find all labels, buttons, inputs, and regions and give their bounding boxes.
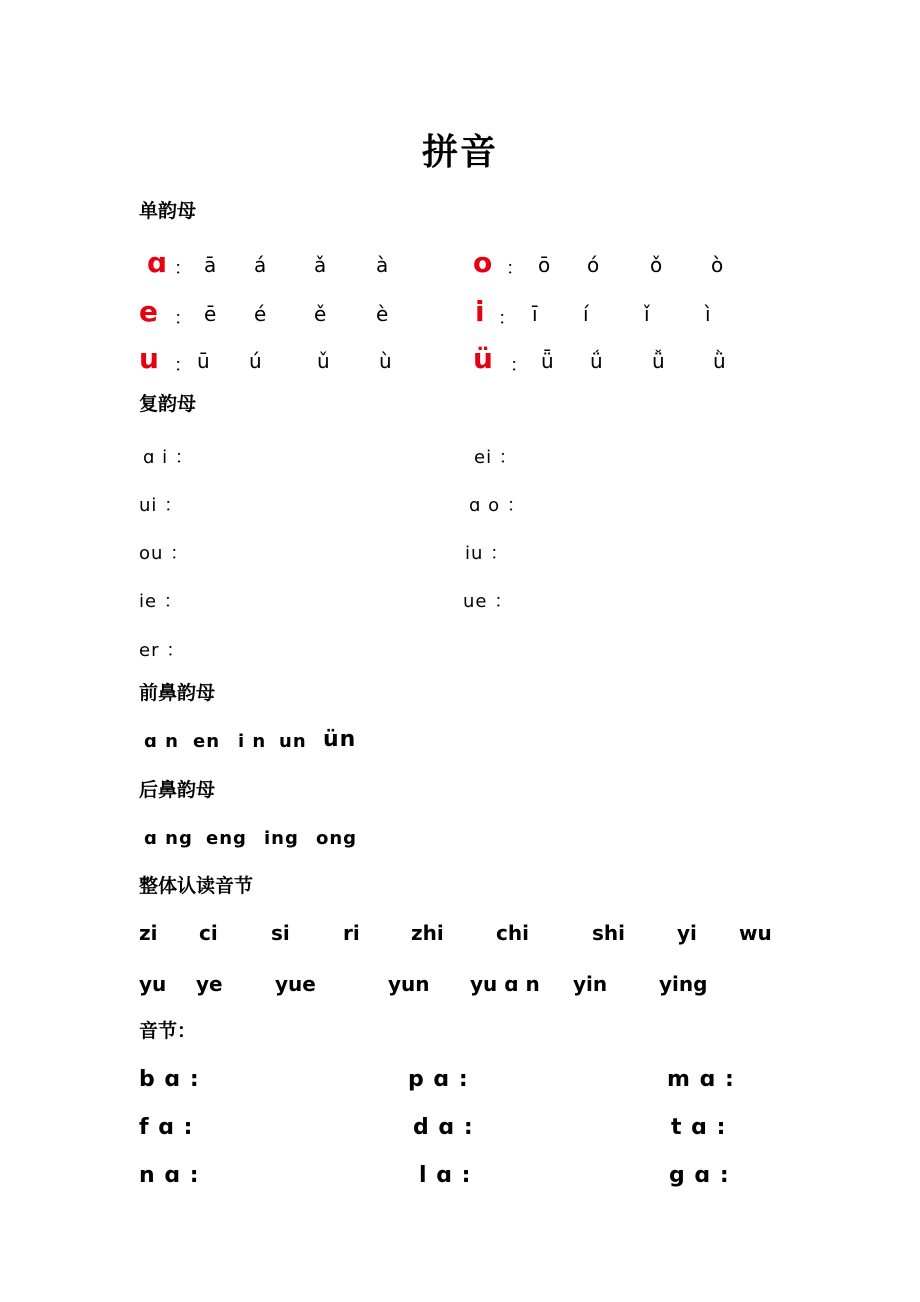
colon: ： — [174, 258, 192, 279]
whole-syllable: yun — [388, 972, 430, 996]
whole-syllable: si — [271, 921, 290, 945]
tone-4: ì — [705, 302, 711, 326]
vowel-u: u — [139, 342, 159, 375]
compound-item: ɑ o ： — [469, 495, 526, 516]
vowel-e: e — [139, 295, 158, 328]
compound-item: ou ： — [139, 543, 190, 564]
tone-3: ǚ — [652, 349, 665, 373]
section-syllables: 音节： — [139, 1020, 197, 1042]
colon: ： — [174, 308, 192, 329]
compound-item: ue ： — [463, 591, 514, 612]
nasal-item: ɑ ng — [144, 828, 193, 849]
whole-syllable: yin — [573, 972, 608, 996]
syllable-item: b ɑ : — [139, 1067, 200, 1092]
tone-1: ā — [204, 253, 217, 277]
nasal-item: ong — [316, 828, 358, 849]
section-back-nasal: 后鼻韵母 — [139, 779, 216, 801]
syllable-item: g ɑ : — [669, 1163, 730, 1188]
whole-syllable: wu — [739, 921, 772, 945]
tone-3: ǒ — [650, 253, 663, 277]
tone-3: ǎ — [314, 253, 327, 277]
colon: ： — [174, 355, 192, 376]
compound-item: ie ： — [139, 591, 183, 612]
nasal-item: ün — [323, 727, 357, 752]
tone-2: é — [254, 302, 267, 326]
tone-3: ǔ — [317, 349, 330, 373]
tone-3: ǐ — [644, 302, 650, 326]
compound-item: er ： — [139, 640, 186, 661]
whole-syllable: ying — [659, 972, 708, 996]
nasal-item: ing — [264, 828, 299, 849]
syllable-item: t ɑ : — [671, 1115, 727, 1140]
syllable-item: m ɑ : — [667, 1067, 735, 1092]
vowel-u-umlaut: ü — [473, 342, 493, 375]
whole-syllable: yu — [139, 972, 167, 996]
compound-item: ei ： — [474, 447, 518, 468]
nasal-item: eng — [206, 828, 247, 849]
section-compound-finals: 复韵母 — [139, 393, 197, 415]
whole-syllable: ri — [343, 921, 360, 945]
tone-1: ū — [197, 349, 210, 373]
section-front-nasal: 前鼻韵母 — [139, 682, 216, 704]
whole-syllable: ci — [199, 921, 218, 945]
tone-3: ě — [314, 302, 327, 326]
syllable-item: d ɑ : — [413, 1115, 474, 1140]
vowel-i: i — [475, 295, 485, 328]
whole-syllable: zhi — [411, 921, 444, 945]
whole-syllable: shi — [592, 921, 625, 945]
tone-2: í — [583, 302, 589, 326]
tone-4: ò — [711, 253, 724, 277]
colon: ： — [506, 258, 524, 279]
nasal-item: un — [279, 731, 307, 752]
colon: ： — [510, 355, 528, 376]
tone-2: á — [254, 253, 267, 277]
tone-2: ó — [587, 253, 600, 277]
syllable-item: f ɑ : — [139, 1115, 194, 1140]
tone-2: ǘ — [590, 349, 603, 373]
vowel-o: o — [473, 246, 493, 279]
nasal-item: i n — [238, 731, 267, 752]
vowel-a: ɑ — [147, 246, 168, 279]
nasal-item: ɑ n — [144, 731, 179, 752]
section-whole-syllables: 整体认读音节 — [139, 875, 254, 897]
compound-item: ɑ i ： — [143, 447, 194, 468]
tone-2: ú — [249, 349, 262, 373]
nasal-item: en — [193, 731, 221, 752]
tone-4: è — [376, 302, 389, 326]
whole-syllable: chi — [496, 921, 529, 945]
whole-syllable: zi — [139, 921, 158, 945]
tone-4: ǜ — [713, 349, 726, 373]
colon: ： — [498, 308, 516, 329]
syllable-item: n ɑ : — [139, 1163, 200, 1188]
tone-4: ù — [379, 349, 392, 373]
tone-1: ē — [204, 302, 217, 326]
tone-1: ǖ — [541, 349, 554, 373]
whole-syllable: yu ɑ n — [470, 972, 540, 996]
whole-syllable: yi — [677, 921, 697, 945]
compound-item: iu ： — [465, 543, 510, 564]
whole-syllable: ye — [196, 972, 223, 996]
compound-item: ui ： — [139, 495, 184, 516]
syllable-item: p ɑ : — [408, 1067, 469, 1092]
whole-syllable: yue — [275, 972, 316, 996]
tone-1: ī — [532, 302, 538, 326]
page-title: 拼音 — [421, 131, 498, 173]
tone-4: à — [376, 253, 389, 277]
syllable-item: l ɑ : — [419, 1163, 472, 1188]
tone-1: ō — [538, 253, 551, 277]
section-simple-finals: 单韵母 — [139, 200, 197, 222]
